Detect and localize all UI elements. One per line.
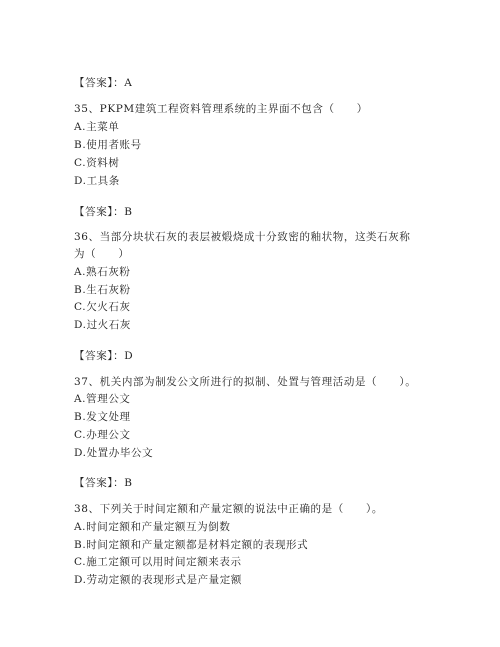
question-36-option-a: A.熟石灰粉 <box>74 266 131 278</box>
question-38-option-d: D.劳动定额的表现形式是产量定额 <box>74 574 242 586</box>
answer-label: 【答案】：D <box>74 350 134 362</box>
question-35-text: 35、PKPM建筑工程资料管理系统的主界面不包含（ ） <box>74 103 368 115</box>
question-37-option-a: A.管理公文 <box>74 393 131 405</box>
answer-label: 【答案】：A <box>74 77 133 89</box>
answer-label: 【答案】：B <box>74 477 133 489</box>
question-35-option-c: C.资料树 <box>74 157 120 169</box>
question-37-option-b: B.发文处理 <box>74 411 131 423</box>
question-36-option-b: B.生石灰粉 <box>74 284 131 296</box>
question-37-text: 37、机关内部为制发公文所进行的拟制、处置与管理活动是（ ）。 <box>74 376 417 388</box>
question-38-text: 38、下列关于时间定额和产量定额的说法中正确的是（ ）。 <box>74 503 384 515</box>
question-35-option-b: B.使用者账号 <box>74 139 142 151</box>
question-36-text-line-2: 为（ ） <box>74 248 130 260</box>
question-35-option-d: D.工具条 <box>74 175 120 187</box>
question-36-option-c: C.欠火石灰 <box>74 301 131 313</box>
question-38-option-a: A.时间定额和产量定额互为倒数 <box>74 521 231 533</box>
question-35-option-a: A.主菜单 <box>74 121 120 133</box>
question-37-option-d: D.处置办毕公文 <box>74 447 154 459</box>
question-37-option-c: C.办理公文 <box>74 429 131 441</box>
question-38-option-c: C.施工定额可以用时间定额来表示 <box>74 556 242 568</box>
question-36-option-d: D.过火石灰 <box>74 319 131 331</box>
question-38-option-b: B.时间定额和产量定额都是材料定额的表现形式 <box>74 539 309 551</box>
question-36-text-line-1: 36、当部分块状石灰的表层被煅烧成十分致密的釉状物，这类石灰称 <box>74 231 411 243</box>
answer-label: 【答案】：B <box>74 206 133 218</box>
